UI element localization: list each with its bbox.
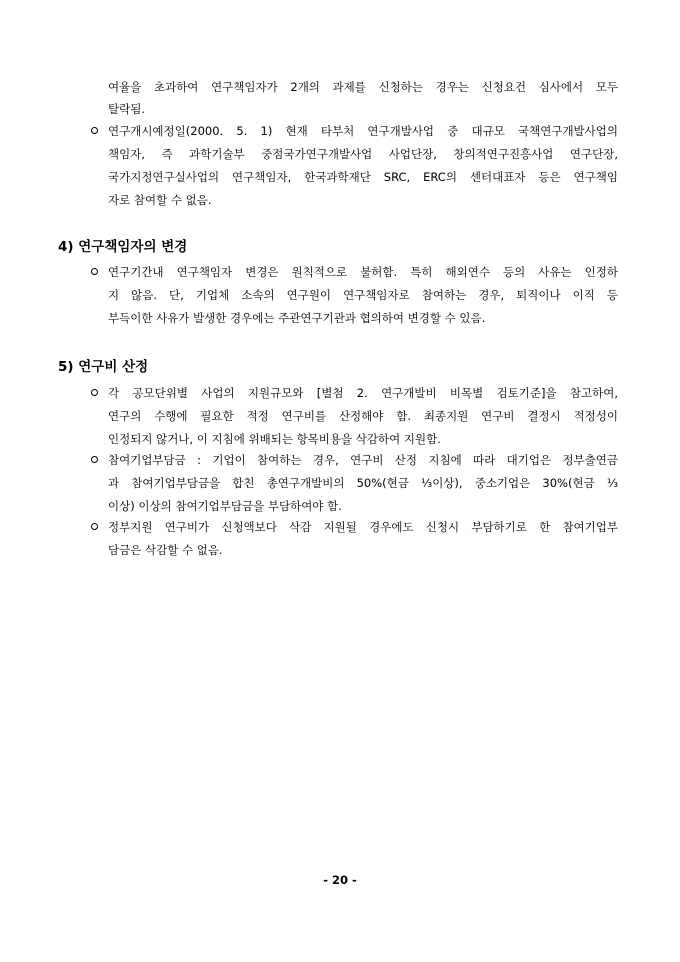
text-line: 지 않음. 단, 기업체 소속의 연구원이 연구책임자로 참여하는 경우, 퇴직이나 이직 등: [108, 288, 618, 302]
text-line: 연구개시예정일(2000. 5. 1) 현재 타부처 연구개발사업 중 대규모 국책연구개발사업의: [108, 124, 618, 138]
circle-bullet-icon: [91, 268, 98, 275]
text-line: 담금은 삭감할 수 없음.: [108, 543, 223, 557]
section-heading: 4) 연구책임자의 변경: [58, 239, 188, 255]
text-line: 참여기업부담금 : 기업이 참여하는 경우, 연구비 산정 지침에 따라 대기업은 정부출연금: [108, 453, 618, 467]
text-line: 자로 참여할 수 없음.: [108, 193, 212, 207]
circle-bullet-icon: [91, 127, 98, 134]
circle-bullet-icon: [91, 456, 98, 463]
text-line: 인정되지 않거나, 이 지침에 위배되는 항목비용을 삭감하여 지원함.: [108, 432, 441, 446]
text-line: 각 공모단위별 사업의 지원규모와 [별첨 2. 연구개발비 비목별 검토기준]을 참고하여,: [108, 386, 618, 400]
text-line: 여율을 초과하여 연구책임자가 2개의 과제를 신청하는 경우는 신청요건 심사에서 모두: [108, 80, 618, 94]
circle-bullet-icon: [91, 523, 98, 530]
text-line: 정부지원 연구비가 신청액보다 삭감 지원될 경우에도 신청시 부담하기로 한 참여기업부: [108, 520, 618, 534]
section-heading: 5) 연구비 산정: [58, 359, 149, 375]
page-number: - 20 -: [323, 873, 357, 887]
text-line: 부득이한 사유가 발생한 경우에는 주관연구기관과 협의하여 변경할 수 있음.: [108, 311, 486, 325]
text-line: 국가지정연구실사업의 연구책임자, 한국과학재단 SRC, ERC의 센터대표자 등은 연구책임: [108, 170, 618, 184]
text-line: 연구의 수행에 필요한 적정 연구비를 산정해야 함. 최종지원 연구비 결정시 적정성이: [108, 409, 618, 423]
text-line: 이상) 이상의 참여기업부담금을 부담하여야 함.: [108, 499, 342, 513]
text-line: 책임자, 즉 과학기술부 중점국가연구개발사업 사업단장, 창의적연구진흥사업 연구단장,: [108, 147, 618, 161]
text-line: 과 참여기업부담금을 합친 총연구개발비의 50%(현금 ⅓이상), 중소기업은 30%(현금 ⅓: [108, 476, 618, 490]
text-line: 연구기간내 연구책임자 변경은 원칙적으로 불허함. 특히 해외연수 등의 사유는 인정하: [108, 265, 618, 279]
text-line: 탈락됨.: [108, 102, 145, 116]
circle-bullet-icon: [91, 389, 98, 396]
